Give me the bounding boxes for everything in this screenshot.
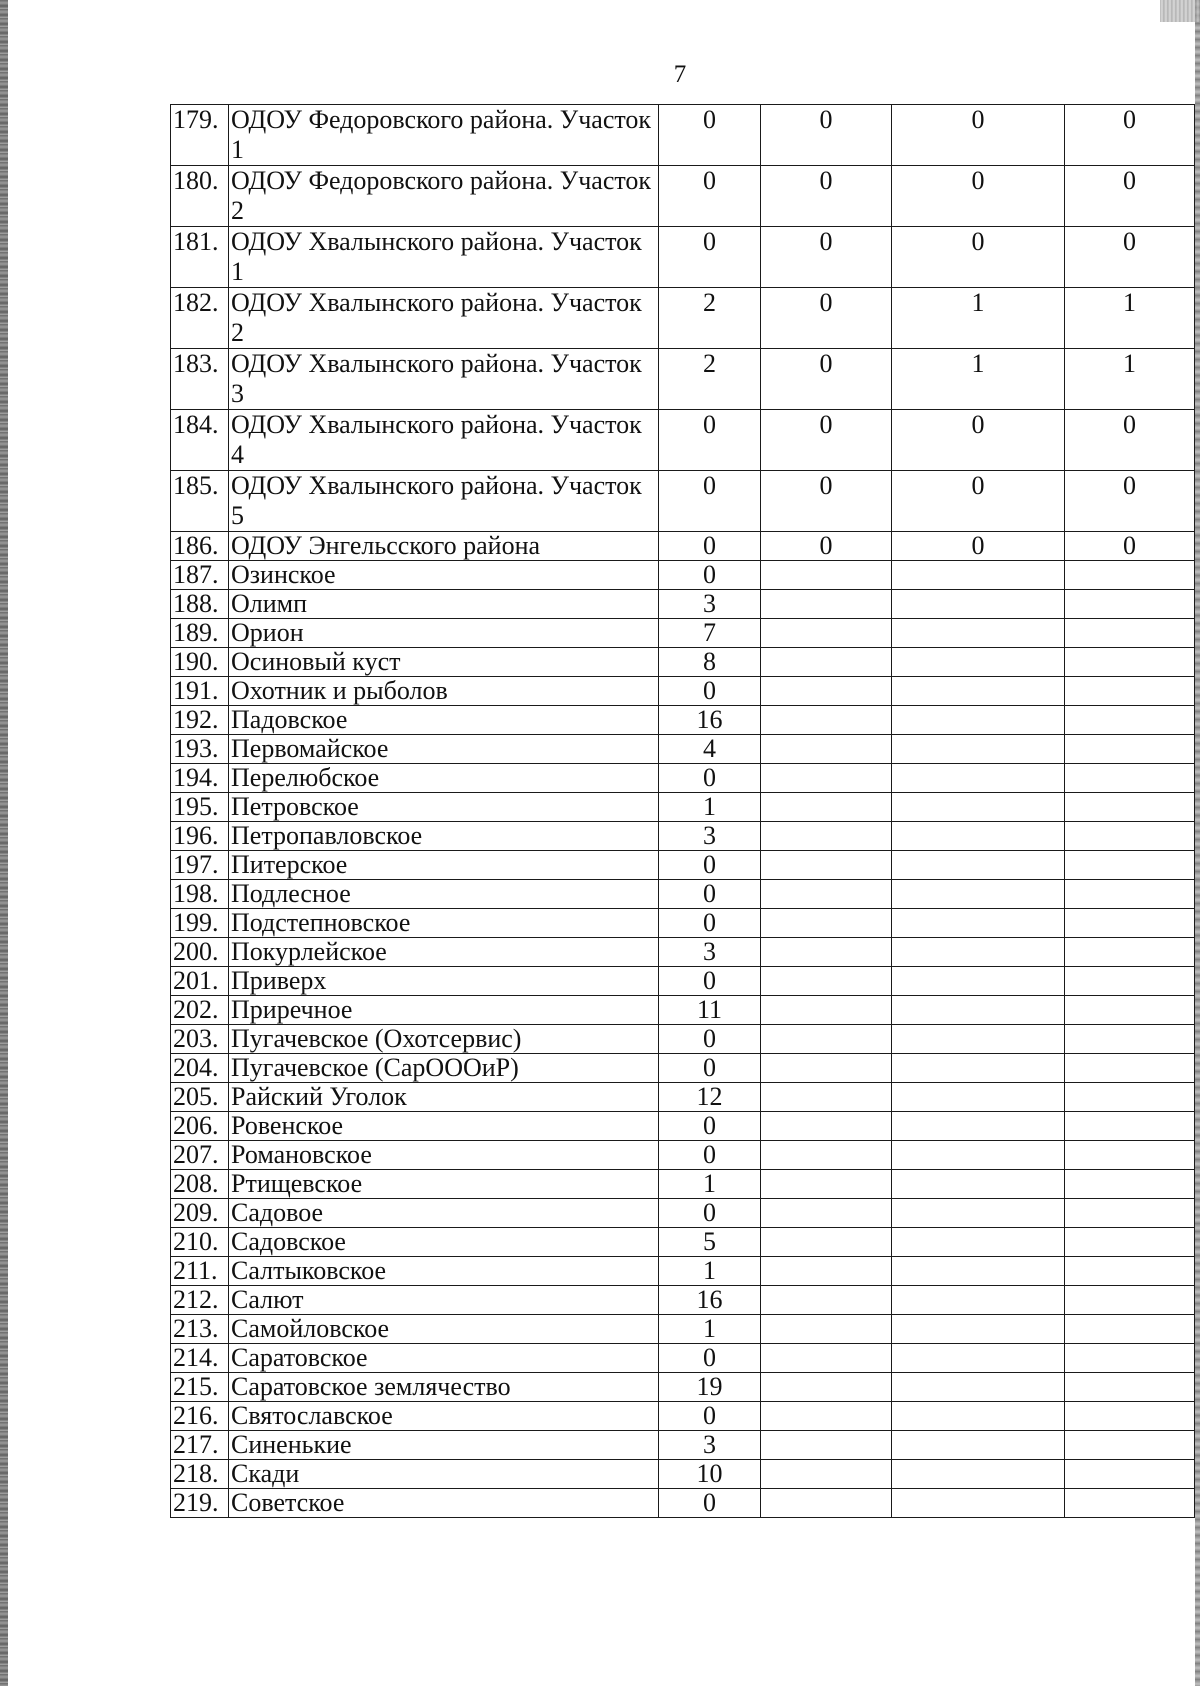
table-row <box>171 1257 1195 1286</box>
value-col-2-cell <box>761 1286 892 1315</box>
row-name-cell: Озинское <box>229 561 659 590</box>
value-col-4-cell <box>1065 590 1195 619</box>
value-col-4-cell: 0 <box>1065 227 1195 288</box>
table-row <box>171 735 1195 764</box>
row-name-cell: ОДОУ Хвалынского района. Участок 2 <box>229 288 659 349</box>
table-row <box>171 880 1195 909</box>
value-col-1-cell: 1 <box>659 1315 761 1344</box>
value-col-3-cell: 1 <box>892 349 1065 410</box>
table-row <box>171 619 1195 648</box>
row-name-cell: Ровенское <box>229 1112 659 1141</box>
table-row <box>171 1141 1195 1170</box>
value-col-1-cell: 0 <box>659 967 761 996</box>
table-row <box>171 1489 1195 1518</box>
value-col-3-cell: 0 <box>892 471 1065 532</box>
value-col-2-cell <box>761 1373 892 1402</box>
table-row <box>171 561 1195 590</box>
row-name-cell: Покурлейское <box>229 938 659 967</box>
value-col-4-cell <box>1065 822 1195 851</box>
row-name-cell: Садовское <box>229 1228 659 1257</box>
row-number-cell: 182. <box>171 288 229 349</box>
row-number-cell: 195. <box>171 793 229 822</box>
row-number-cell: 197. <box>171 851 229 880</box>
value-col-1-cell: 1 <box>659 1170 761 1199</box>
value-col-1-cell: 0 <box>659 166 761 227</box>
value-col-1-cell: 1 <box>659 793 761 822</box>
table-body <box>171 105 1195 1518</box>
value-col-1-cell: 8 <box>659 648 761 677</box>
value-col-1-cell: 5 <box>659 1228 761 1257</box>
value-col-1-cell: 2 <box>659 288 761 349</box>
row-name-cell: ОДОУ Энгельсского района <box>229 532 659 561</box>
table-row <box>171 938 1195 967</box>
table-row <box>171 996 1195 1025</box>
row-number-cell: 213. <box>171 1315 229 1344</box>
table-row <box>171 471 1195 532</box>
table-row <box>171 410 1195 471</box>
value-col-4-cell <box>1065 1170 1195 1199</box>
value-col-2-cell <box>761 1344 892 1373</box>
value-col-2-cell <box>761 677 892 706</box>
value-col-3-cell <box>892 1199 1065 1228</box>
row-number-cell: 196. <box>171 822 229 851</box>
row-name-cell: Приречное <box>229 996 659 1025</box>
value-col-1-cell: 19 <box>659 1373 761 1402</box>
value-col-2-cell <box>761 1257 892 1286</box>
row-number-cell: 184. <box>171 410 229 471</box>
value-col-1-cell: 7 <box>659 619 761 648</box>
value-col-4-cell <box>1065 1431 1195 1460</box>
row-number-cell: 215. <box>171 1373 229 1402</box>
value-col-3-cell <box>892 735 1065 764</box>
row-name-cell: Романовское <box>229 1141 659 1170</box>
table-row <box>171 1112 1195 1141</box>
value-col-1-cell: 1 <box>659 1257 761 1286</box>
value-col-3-cell <box>892 1315 1065 1344</box>
row-name-cell: Подлесное <box>229 880 659 909</box>
value-col-4-cell <box>1065 938 1195 967</box>
value-col-3-cell <box>892 648 1065 677</box>
value-col-1-cell: 0 <box>659 1054 761 1083</box>
value-col-3-cell <box>892 1431 1065 1460</box>
value-col-2-cell <box>761 1170 892 1199</box>
value-col-2-cell <box>761 648 892 677</box>
value-col-3-cell <box>892 1083 1065 1112</box>
row-number-cell: 216. <box>171 1402 229 1431</box>
value-col-2-cell <box>761 1489 892 1518</box>
value-col-3-cell: 0 <box>892 410 1065 471</box>
row-name-cell: Садовое <box>229 1199 659 1228</box>
row-name-cell: Ртищевское <box>229 1170 659 1199</box>
row-name-cell: ОДОУ Федоровского района. Участок 2 <box>229 166 659 227</box>
value-col-2-cell <box>761 909 892 938</box>
value-col-4-cell <box>1065 909 1195 938</box>
value-col-4-cell <box>1065 851 1195 880</box>
table-row <box>171 532 1195 561</box>
value-col-1-cell: 3 <box>659 590 761 619</box>
value-col-4-cell <box>1065 1054 1195 1083</box>
value-col-3-cell <box>892 1112 1065 1141</box>
row-name-cell: Питерское <box>229 851 659 880</box>
row-number-cell: 202. <box>171 996 229 1025</box>
value-col-2-cell <box>761 1431 892 1460</box>
row-name-cell: Скади <box>229 1460 659 1489</box>
value-col-2-cell <box>761 619 892 648</box>
value-col-1-cell: 0 <box>659 1025 761 1054</box>
row-name-cell: Падовское <box>229 706 659 735</box>
value-col-4-cell: 0 <box>1065 105 1195 166</box>
value-col-1-cell: 12 <box>659 1083 761 1112</box>
row-number-cell: 200. <box>171 938 229 967</box>
row-name-cell: Первомайское <box>229 735 659 764</box>
value-col-4-cell <box>1065 967 1195 996</box>
row-number-cell: 205. <box>171 1083 229 1112</box>
value-col-3-cell <box>892 1402 1065 1431</box>
value-col-3-cell <box>892 590 1065 619</box>
value-col-3-cell <box>892 909 1065 938</box>
row-name-cell: Петровское <box>229 793 659 822</box>
value-col-2-cell: 0 <box>761 471 892 532</box>
value-col-4-cell: 1 <box>1065 288 1195 349</box>
value-col-1-cell: 3 <box>659 938 761 967</box>
value-col-1-cell: 0 <box>659 1199 761 1228</box>
value-col-1-cell: 16 <box>659 1286 761 1315</box>
table-row <box>171 793 1195 822</box>
value-col-2-cell <box>761 1315 892 1344</box>
row-number-cell: 185. <box>171 471 229 532</box>
row-name-cell: Салтыковское <box>229 1257 659 1286</box>
row-number-cell: 193. <box>171 735 229 764</box>
row-name-cell: Приверх <box>229 967 659 996</box>
row-name-cell: Святославское <box>229 1402 659 1431</box>
value-col-3-cell <box>892 561 1065 590</box>
row-name-cell: Советское <box>229 1489 659 1518</box>
value-col-4-cell <box>1065 1460 1195 1489</box>
scan-edge-right <box>1195 0 1200 1686</box>
value-col-3-cell <box>892 1228 1065 1257</box>
value-col-4-cell <box>1065 1286 1195 1315</box>
scan-edge-left <box>0 0 8 1686</box>
table-row <box>171 166 1195 227</box>
value-col-4-cell: 0 <box>1065 410 1195 471</box>
value-col-1-cell: 4 <box>659 735 761 764</box>
row-name-cell: Пугачевское (Охотсервис) <box>229 1025 659 1054</box>
value-col-1-cell: 0 <box>659 1112 761 1141</box>
value-col-2-cell: 0 <box>761 227 892 288</box>
table-row <box>171 590 1195 619</box>
value-col-4-cell <box>1065 1344 1195 1373</box>
row-number-cell: 206. <box>171 1112 229 1141</box>
hunting-grounds-table <box>170 104 1195 1518</box>
row-number-cell: 217. <box>171 1431 229 1460</box>
value-col-2-cell <box>761 590 892 619</box>
value-col-1-cell: 3 <box>659 822 761 851</box>
value-col-3-cell <box>892 1286 1065 1315</box>
value-col-4-cell <box>1065 1199 1195 1228</box>
value-col-3-cell <box>892 619 1065 648</box>
row-number-cell: 218. <box>171 1460 229 1489</box>
value-col-2-cell <box>761 764 892 793</box>
row-name-cell: Салют <box>229 1286 659 1315</box>
value-col-1-cell: 10 <box>659 1460 761 1489</box>
value-col-4-cell <box>1065 1402 1195 1431</box>
row-number-cell: 183. <box>171 349 229 410</box>
row-name-cell: Петропавловское <box>229 822 659 851</box>
value-col-4-cell <box>1065 1315 1195 1344</box>
value-col-2-cell: 0 <box>761 105 892 166</box>
row-number-cell: 194. <box>171 764 229 793</box>
value-col-2-cell <box>761 1112 892 1141</box>
value-col-2-cell: 0 <box>761 532 892 561</box>
value-col-4-cell <box>1065 793 1195 822</box>
value-col-2-cell <box>761 706 892 735</box>
row-number-cell: 191. <box>171 677 229 706</box>
value-col-3-cell <box>892 1373 1065 1402</box>
table-row <box>171 1286 1195 1315</box>
row-number-cell: 214. <box>171 1344 229 1373</box>
row-name-cell: Саратовское землячество <box>229 1373 659 1402</box>
value-col-4-cell <box>1065 619 1195 648</box>
value-col-2-cell <box>761 1141 892 1170</box>
scan-corner-artifact <box>1160 0 1200 22</box>
value-col-4-cell <box>1065 996 1195 1025</box>
row-name-cell: Синенькие <box>229 1431 659 1460</box>
value-col-2-cell: 0 <box>761 166 892 227</box>
value-col-2-cell <box>761 1199 892 1228</box>
row-number-cell: 192. <box>171 706 229 735</box>
value-col-3-cell <box>892 1489 1065 1518</box>
row-number-cell: 207. <box>171 1141 229 1170</box>
value-col-4-cell <box>1065 764 1195 793</box>
row-number-cell: 190. <box>171 648 229 677</box>
table-row <box>171 764 1195 793</box>
value-col-1-cell: 0 <box>659 1402 761 1431</box>
value-col-3-cell: 1 <box>892 288 1065 349</box>
table-row <box>171 105 1195 166</box>
value-col-2-cell <box>761 1025 892 1054</box>
value-col-3-cell <box>892 1054 1065 1083</box>
value-col-3-cell <box>892 1170 1065 1199</box>
row-name-cell: Пугачевское (СарОООиР) <box>229 1054 659 1083</box>
value-col-1-cell: 16 <box>659 706 761 735</box>
table-row <box>171 967 1195 996</box>
value-col-3-cell <box>892 822 1065 851</box>
row-number-cell: 189. <box>171 619 229 648</box>
row-number-cell: 179. <box>171 105 229 166</box>
table-row <box>171 822 1195 851</box>
value-col-4-cell <box>1065 677 1195 706</box>
value-col-4-cell <box>1065 648 1195 677</box>
table-row <box>171 1199 1195 1228</box>
value-col-1-cell: 11 <box>659 996 761 1025</box>
row-name-cell: Охотник и рыболов <box>229 677 659 706</box>
value-col-3-cell: 0 <box>892 105 1065 166</box>
row-number-cell: 211. <box>171 1257 229 1286</box>
table-row <box>171 1315 1195 1344</box>
value-col-2-cell <box>761 996 892 1025</box>
table-row <box>171 227 1195 288</box>
value-col-1-cell: 0 <box>659 227 761 288</box>
table-row <box>171 1228 1195 1257</box>
value-col-2-cell <box>761 880 892 909</box>
table-row <box>171 648 1195 677</box>
row-number-cell: 219. <box>171 1489 229 1518</box>
value-col-1-cell: 0 <box>659 880 761 909</box>
row-number-cell: 187. <box>171 561 229 590</box>
value-col-2-cell <box>761 793 892 822</box>
value-col-1-cell: 3 <box>659 1431 761 1460</box>
value-col-2-cell <box>761 1402 892 1431</box>
row-name-cell: ОДОУ Хвалынского района. Участок 3 <box>229 349 659 410</box>
row-name-cell: Орион <box>229 619 659 648</box>
value-col-4-cell <box>1065 735 1195 764</box>
value-col-3-cell <box>892 1344 1065 1373</box>
value-col-4-cell: 0 <box>1065 532 1195 561</box>
value-col-2-cell <box>761 822 892 851</box>
value-col-4-cell <box>1065 706 1195 735</box>
value-col-4-cell: 1 <box>1065 349 1195 410</box>
table-row <box>171 1431 1195 1460</box>
value-col-2-cell <box>761 735 892 764</box>
value-col-1-cell: 0 <box>659 105 761 166</box>
value-col-3-cell <box>892 706 1065 735</box>
row-name-cell: Подстепновское <box>229 909 659 938</box>
row-name-cell: Райский Уголок <box>229 1083 659 1112</box>
row-name-cell: ОДОУ Хвалынского района. Участок 4 <box>229 410 659 471</box>
value-col-3-cell: 0 <box>892 227 1065 288</box>
table-row <box>171 1460 1195 1489</box>
row-number-cell: 208. <box>171 1170 229 1199</box>
value-col-3-cell <box>892 1141 1065 1170</box>
table-row <box>171 1083 1195 1112</box>
value-col-3-cell <box>892 1460 1065 1489</box>
table-row <box>171 1025 1195 1054</box>
row-number-cell: 210. <box>171 1228 229 1257</box>
row-number-cell: 198. <box>171 880 229 909</box>
value-col-2-cell <box>761 967 892 996</box>
value-col-3-cell <box>892 851 1065 880</box>
row-number-cell: 181. <box>171 227 229 288</box>
value-col-3-cell <box>892 793 1065 822</box>
table-row <box>171 909 1195 938</box>
value-col-2-cell <box>761 851 892 880</box>
value-col-1-cell: 0 <box>659 561 761 590</box>
row-number-cell: 201. <box>171 967 229 996</box>
row-name-cell: Перелюбское <box>229 764 659 793</box>
value-col-2-cell <box>761 1460 892 1489</box>
value-col-4-cell <box>1065 1025 1195 1054</box>
value-col-4-cell <box>1065 1112 1195 1141</box>
table-row <box>171 677 1195 706</box>
table-row <box>171 349 1195 410</box>
value-col-1-cell: 0 <box>659 851 761 880</box>
row-number-cell: 186. <box>171 532 229 561</box>
value-col-2-cell: 0 <box>761 288 892 349</box>
value-col-1-cell: 0 <box>659 410 761 471</box>
value-col-2-cell <box>761 1083 892 1112</box>
table-row <box>171 851 1195 880</box>
table-row <box>171 1402 1195 1431</box>
row-number-cell: 188. <box>171 590 229 619</box>
value-col-2-cell <box>761 938 892 967</box>
value-col-3-cell <box>892 1025 1065 1054</box>
value-col-4-cell <box>1065 1257 1195 1286</box>
value-col-3-cell: 0 <box>892 532 1065 561</box>
value-col-2-cell: 0 <box>761 410 892 471</box>
row-number-cell: 199. <box>171 909 229 938</box>
value-col-2-cell <box>761 561 892 590</box>
value-col-1-cell: 0 <box>659 764 761 793</box>
value-col-4-cell <box>1065 1141 1195 1170</box>
value-col-3-cell <box>892 1257 1065 1286</box>
row-number-cell: 180. <box>171 166 229 227</box>
value-col-4-cell <box>1065 561 1195 590</box>
page-number: 7 <box>673 61 687 88</box>
value-col-1-cell: 0 <box>659 532 761 561</box>
row-name-cell: ОДОУ Хвалынского района. Участок 5 <box>229 471 659 532</box>
value-col-1-cell: 0 <box>659 471 761 532</box>
value-col-3-cell <box>892 996 1065 1025</box>
row-number-cell: 204. <box>171 1054 229 1083</box>
value-col-2-cell <box>761 1228 892 1257</box>
value-col-3-cell <box>892 967 1065 996</box>
row-number-cell: 203. <box>171 1025 229 1054</box>
value-col-1-cell: 0 <box>659 1489 761 1518</box>
table-row <box>171 706 1195 735</box>
value-col-4-cell: 0 <box>1065 166 1195 227</box>
table-row <box>171 1170 1195 1199</box>
value-col-1-cell: 0 <box>659 1344 761 1373</box>
value-col-1-cell: 2 <box>659 349 761 410</box>
row-name-cell: Олимп <box>229 590 659 619</box>
row-name-cell: ОДОУ Хвалынского района. Участок 1 <box>229 227 659 288</box>
value-col-1-cell: 0 <box>659 909 761 938</box>
table-row <box>171 1373 1195 1402</box>
row-name-cell: Самойловское <box>229 1315 659 1344</box>
value-col-3-cell <box>892 938 1065 967</box>
value-col-2-cell: 0 <box>761 349 892 410</box>
row-name-cell: Саратовское <box>229 1344 659 1373</box>
value-col-4-cell: 0 <box>1065 471 1195 532</box>
value-col-1-cell: 0 <box>659 677 761 706</box>
value-col-4-cell <box>1065 1083 1195 1112</box>
value-col-3-cell <box>892 764 1065 793</box>
value-col-1-cell: 0 <box>659 1141 761 1170</box>
value-col-4-cell <box>1065 1489 1195 1518</box>
value-col-4-cell <box>1065 1373 1195 1402</box>
table-row <box>171 1054 1195 1083</box>
row-number-cell: 212. <box>171 1286 229 1315</box>
value-col-4-cell <box>1065 880 1195 909</box>
row-name-cell: Осиновый куст <box>229 648 659 677</box>
value-col-4-cell <box>1065 1228 1195 1257</box>
value-col-3-cell <box>892 677 1065 706</box>
value-col-2-cell <box>761 1054 892 1083</box>
row-number-cell: 209. <box>171 1199 229 1228</box>
value-col-3-cell: 0 <box>892 166 1065 227</box>
table-row <box>171 1344 1195 1373</box>
row-name-cell: ОДОУ Федоровского района. Участок 1 <box>229 105 659 166</box>
table-row <box>171 288 1195 349</box>
value-col-3-cell <box>892 880 1065 909</box>
